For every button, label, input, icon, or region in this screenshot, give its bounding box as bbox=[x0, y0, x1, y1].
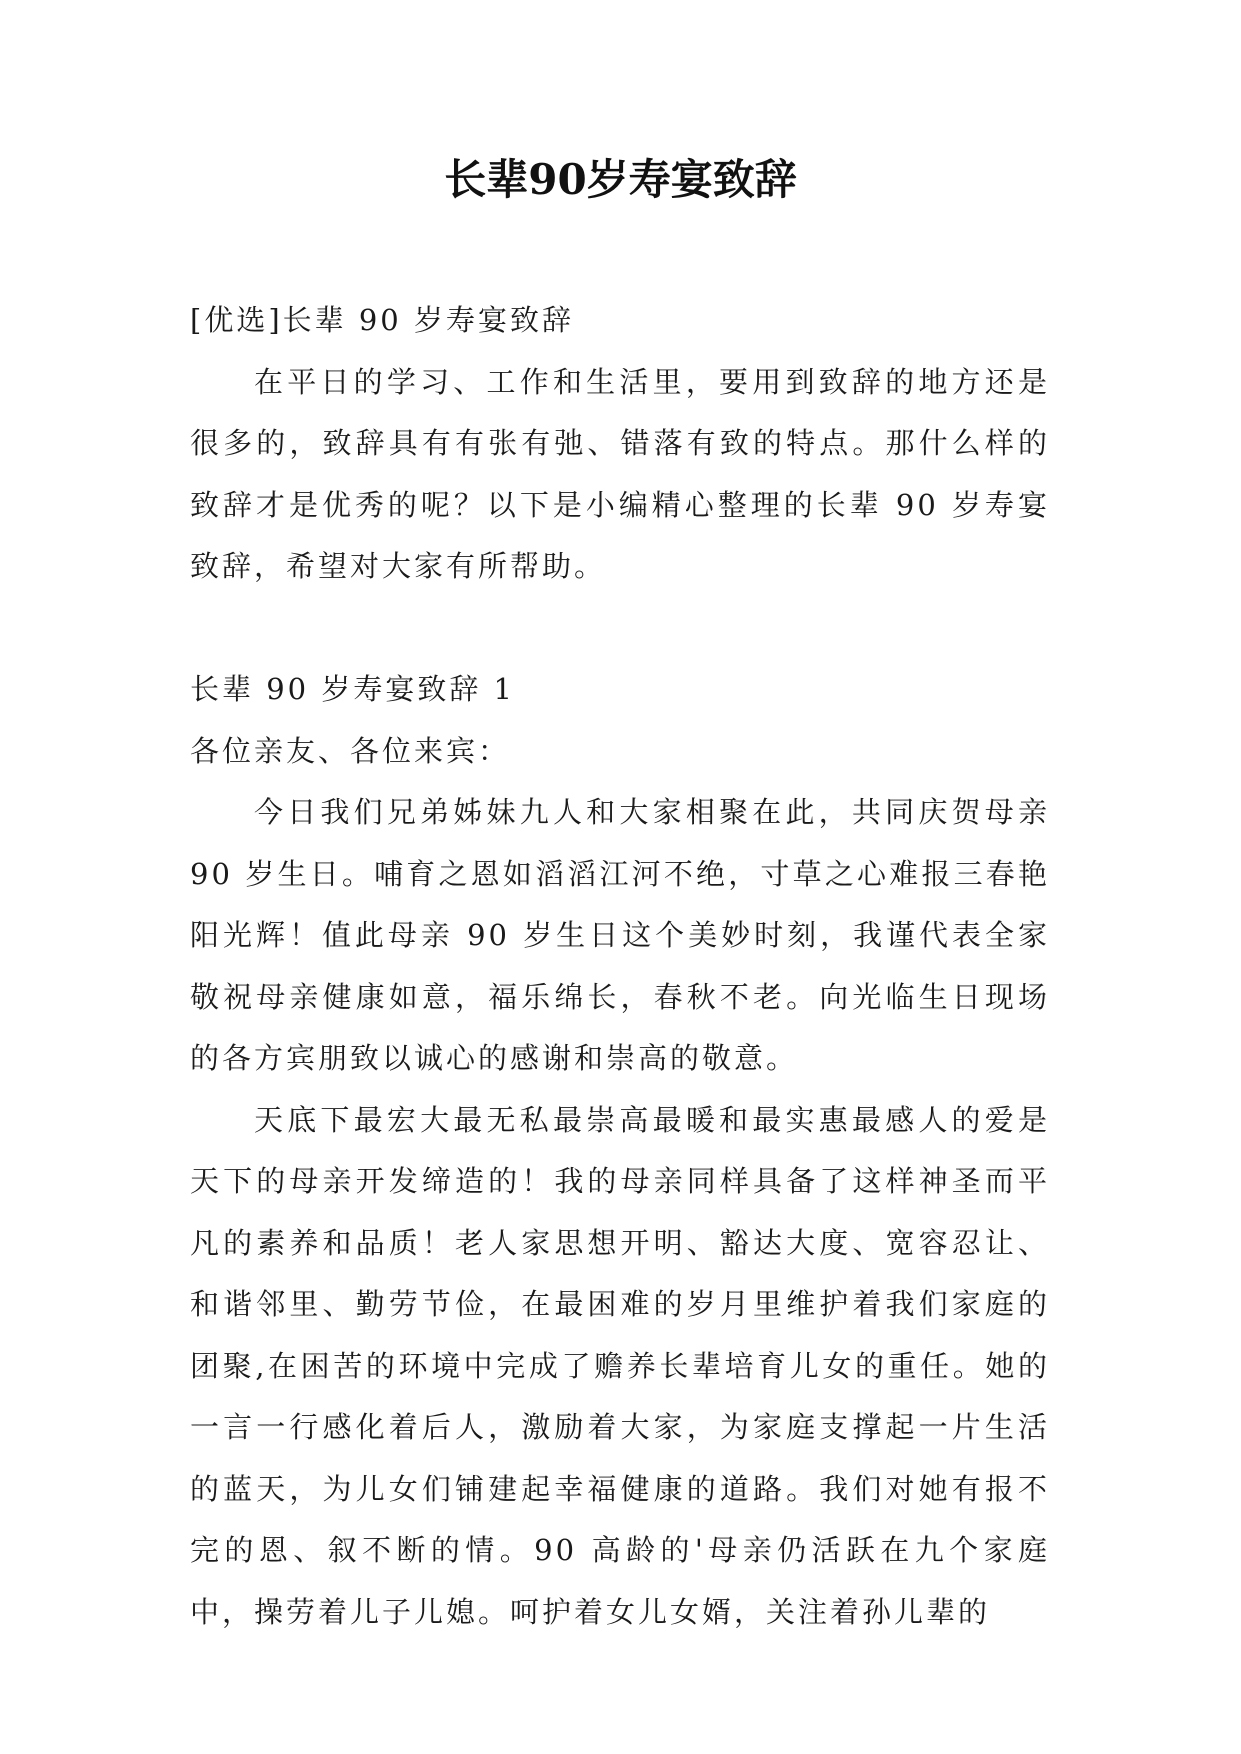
document-body bbox=[190, 290, 1050, 1643]
speech-paragraph-1: 今日我们兄弟姊妹九人和大家相聚在此，共同庆贺母亲 90 岁生日。哺育之恩如滔滔江河不绝，寸草之心难报三春艳阳光辉！值此母亲 90 岁生日这个美妙时刻，我谨代表全家敬祝母亲健康如意，福乐绵长，春秋不老。向光临生日现场的各方宾朋致以诚心的感谢和崇高的敬意。 bbox=[190, 795, 1050, 1075]
document-title: 长辈90岁寿宴致辞 bbox=[444, 155, 797, 204]
paragraph-spacer bbox=[190, 598, 1050, 660]
intro-paragraph: 在平日的学习、工作和生活里，要用到致辞的地方还是很多的，致辞具有有张有弛、错落有致的特点。那什么样的致辞才是优秀的呢？以下是小编精心整理的长辈 90 岁寿宴致辞，希望对大家有所帮助。 bbox=[190, 364, 1050, 583]
speech-paragraph-2: 天底下最宏大最无私最崇高最暖和最实惠最感人的爱是天下的母亲开发缔造的！我的母亲同样具备了这样神圣而平凡的素养和品质！老人家思想开明、豁达大度、宽容忍让、和谐邻里、勤劳节俭，在最困难的岁月里维护着我们家庭的团聚,在困苦的环境中完成了赡养长辈培育儿女的重任。她的一言一行感化着后人，激励着大家，为家庭支撑起一片生活的蓝天，为儿女们铺建起幸福健康的道路。我们对她有报不完的恩、叙不断的情。90 高龄的'母亲仍活跃在九个家庭中，操劳着儿子儿媳。呵护着女儿女婿，关注着孙儿辈的 bbox=[190, 1102, 1050, 1629]
salutation: 各位亲友、各位来宾： bbox=[190, 733, 511, 768]
section-heading: 长辈 90 岁寿宴致辞 1 bbox=[190, 672, 516, 706]
document-subtitle: [优选]长辈 90 岁寿宴致辞 bbox=[190, 303, 574, 337]
